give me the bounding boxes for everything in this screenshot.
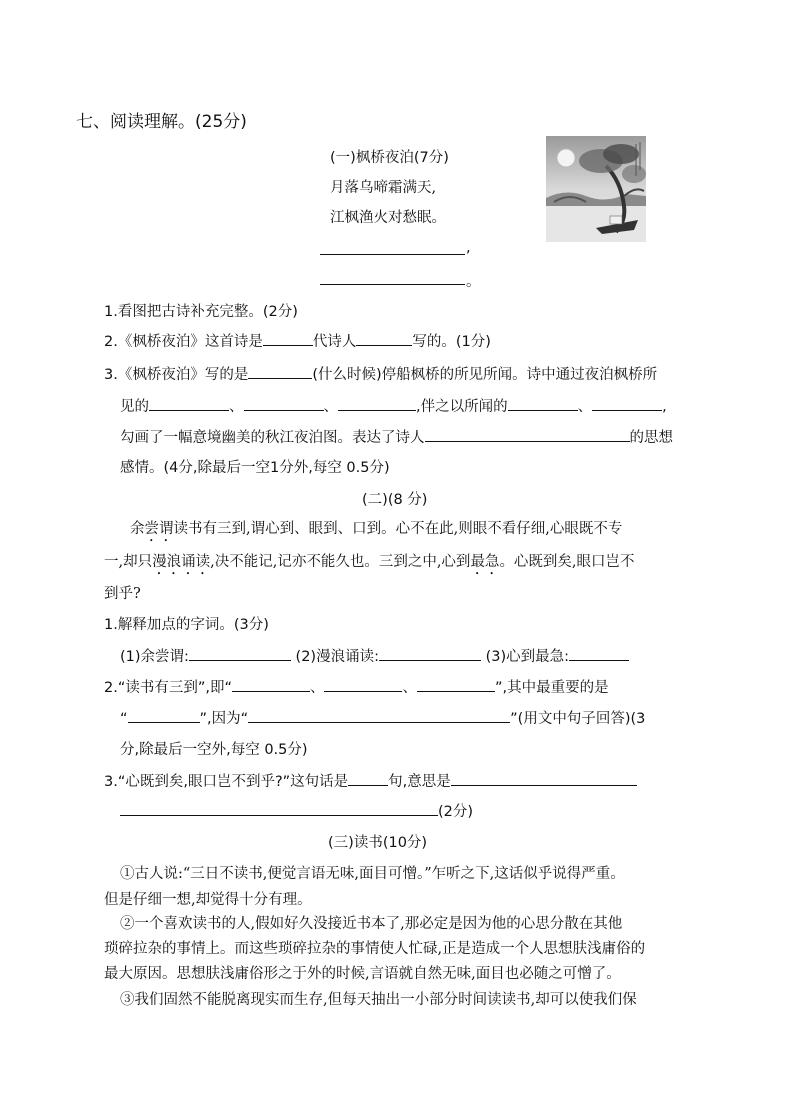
q2-text-b: 代诗人	[312, 334, 357, 350]
part2-question-3-line2	[120, 800, 473, 821]
part3-p1-line-2: 但是仔细一想,却觉得十分有理。	[104, 892, 312, 908]
q3-sep-1: 、	[229, 399, 244, 415]
p2q2-text-d: ”,因为“	[199, 711, 249, 727]
p2q2-blank-4[interactable]	[128, 708, 200, 723]
p2q2-text-b: ”,其中最重要的是	[494, 680, 609, 696]
q3-blank-seen-2[interactable]	[244, 396, 324, 411]
part1-question-3-line1	[104, 363, 657, 384]
q1-item-a: (1)余尝谓:	[120, 649, 189, 665]
poem-illustration	[546, 136, 646, 242]
passage-dotted-changwei: 尝谓	[144, 521, 174, 537]
q2-blank-poet[interactable]	[356, 331, 412, 346]
poem-blank-line-3[interactable]	[320, 254, 465, 255]
poem-line-1: 月落乌啼霜满天,	[330, 180, 437, 196]
q3-blank-time[interactable]	[248, 364, 312, 379]
p2q3-text-b: 句,意思是	[388, 774, 451, 790]
passage-text-d: ,决不能记,记亦不能久也。三到之中,心到	[210, 554, 471, 570]
part1-title: (一)枫桥夜泊(7分)	[330, 150, 449, 166]
q3-text-e: ,	[662, 399, 667, 415]
p2q3-blank-meaning-2[interactable]	[120, 801, 438, 816]
part2-passage-line-3: 到乎?	[104, 586, 141, 602]
poem-blank-line-4[interactable]	[320, 284, 465, 285]
passage-text-a: 余	[130, 521, 145, 537]
p2q3-blank-type[interactable]	[348, 771, 388, 786]
passage-text-e: 。心既到矣,眼口岂不	[499, 554, 635, 570]
q3-blank-heard-1[interactable]	[508, 396, 578, 411]
passage-text-c: 一,却只	[104, 554, 153, 570]
q1-item-c: (3)心到最急:	[485, 649, 570, 665]
q3-blank-seen-1[interactable]	[149, 396, 229, 411]
p2q2-blank-3[interactable]	[417, 677, 495, 692]
q3-text-d: ,伴之以所闻的	[416, 399, 508, 415]
p2q2-blank-5[interactable]	[248, 708, 510, 723]
part2-question-2-line1	[104, 676, 609, 697]
part2-title: (二)(8 分)	[362, 492, 428, 508]
q3-blank-emotion[interactable]	[425, 427, 630, 442]
poem-line-2: 江枫渔火对愁眠。	[330, 210, 446, 226]
part3-title: (三)读书(10分)	[328, 835, 428, 851]
part3-p2-line-3: 最大原因。思想肤浅庸俗形之于外的时候,言语就自然无味,面目也必随之可憎了。	[104, 966, 621, 982]
p2q2-sep-1: 、	[309, 680, 325, 696]
part3-p2-line-1: ②一个喜欢读书的人,假如好久没接近书本了,那必定是因为他的心思分散在其他	[120, 916, 623, 932]
q3-text-b: (什么时候)停船枫桥的所见所闻。诗中通过夜泊枫桥所	[312, 367, 658, 383]
q1-item-b: (2)漫浪诵读:	[295, 649, 379, 665]
q3-text-f: 勾画了一幅意境幽美的秋江夜泊图。表达了诗人	[120, 430, 425, 446]
q1-blank-c[interactable]	[569, 646, 629, 661]
q3-text-c: 见的	[120, 399, 149, 415]
section-heading: 七、阅读理解。(25分)	[76, 112, 247, 132]
q2-blank-dynasty[interactable]	[263, 331, 313, 346]
q3-sep-2: 、	[323, 399, 338, 415]
part3-p3-line-1: ③我们固然不能脱离现实而生存,但每天抽出一小部分时间读读书,却可以使我们保	[120, 992, 637, 1008]
q3-blank-heard-2[interactable]	[592, 396, 662, 411]
part2-passage-line-2	[104, 550, 635, 578]
p2q2-text-a: 2.“读书有三到”,即“	[104, 680, 232, 696]
p2q2-text-e: ”(用文中句子回答)(3	[510, 711, 646, 727]
p2q3-blank-meaning-1[interactable]	[451, 771, 637, 786]
q2-text-c: 写的。(1分)	[412, 334, 491, 350]
poem-blank-end-1: ,	[466, 240, 471, 256]
part2-question-2-line2	[120, 707, 645, 728]
q1-blank-b[interactable]	[379, 646, 481, 661]
part1-question-3-line4: 感情。(4分,除最后一空1分外,每空 0.5分)	[120, 460, 390, 476]
q2-text-a: 2.《枫桥夜泊》这首诗是	[104, 334, 263, 350]
p2q3-text-c: (2分)	[438, 804, 474, 820]
q3-blank-seen-3[interactable]	[338, 396, 416, 411]
p2q2-blank-2[interactable]	[324, 677, 402, 692]
q3-text-a: 3.《枫桥夜泊》写的是	[104, 367, 249, 383]
part1-question-3-line2	[120, 395, 667, 416]
p2q3-text-a: 3.“心既到矣,眼口岂不到乎?”这句话是	[104, 774, 349, 790]
part3-p1-line-1: ①古人说:“三日不读书,便觉言语无味,面目可憎。”乍听之下,这话似乎说得严重。	[120, 866, 625, 882]
q3-sep-3: 、	[577, 399, 593, 415]
part1-question-1: 1.看图把古诗补充完整。(2分)	[104, 304, 298, 320]
landscape-painting-icon	[546, 136, 646, 242]
q1-blank-a[interactable]	[189, 646, 291, 661]
part1-question-3-line3	[120, 426, 673, 447]
part2-question-1-items	[120, 645, 629, 666]
part2-passage-line-1	[130, 517, 622, 545]
part2-question-1: 1.解释加点的字词。(3分)	[104, 617, 269, 633]
p2q2-text-c: “	[120, 711, 128, 727]
part2-question-2-line3: 分,除最后一空外,每空 0.5分)	[120, 742, 308, 758]
passage-dotted-zuiji: 最急	[470, 554, 500, 570]
q3-text-g: 的思想	[629, 430, 673, 446]
part1-question-2	[104, 330, 491, 351]
p2q2-blank-1[interactable]	[232, 677, 310, 692]
part3-p2-line-2: 琐碎拉杂的事情上。而这些琐碎拉杂的事情使人忙碌,正是造成一个人思想肤浅庸俗的	[104, 941, 646, 957]
poem-blank-end-2: 。	[466, 274, 481, 290]
part2-question-3-line1	[104, 770, 637, 791]
p2q2-sep-2: 、	[402, 680, 417, 696]
passage-text-b: 读书有三到,谓心到、眼到、口到。心不在此,则眼不看仔细,心眼既不专	[173, 521, 623, 537]
passage-dotted-manlang: 漫浪诵读	[152, 554, 211, 570]
